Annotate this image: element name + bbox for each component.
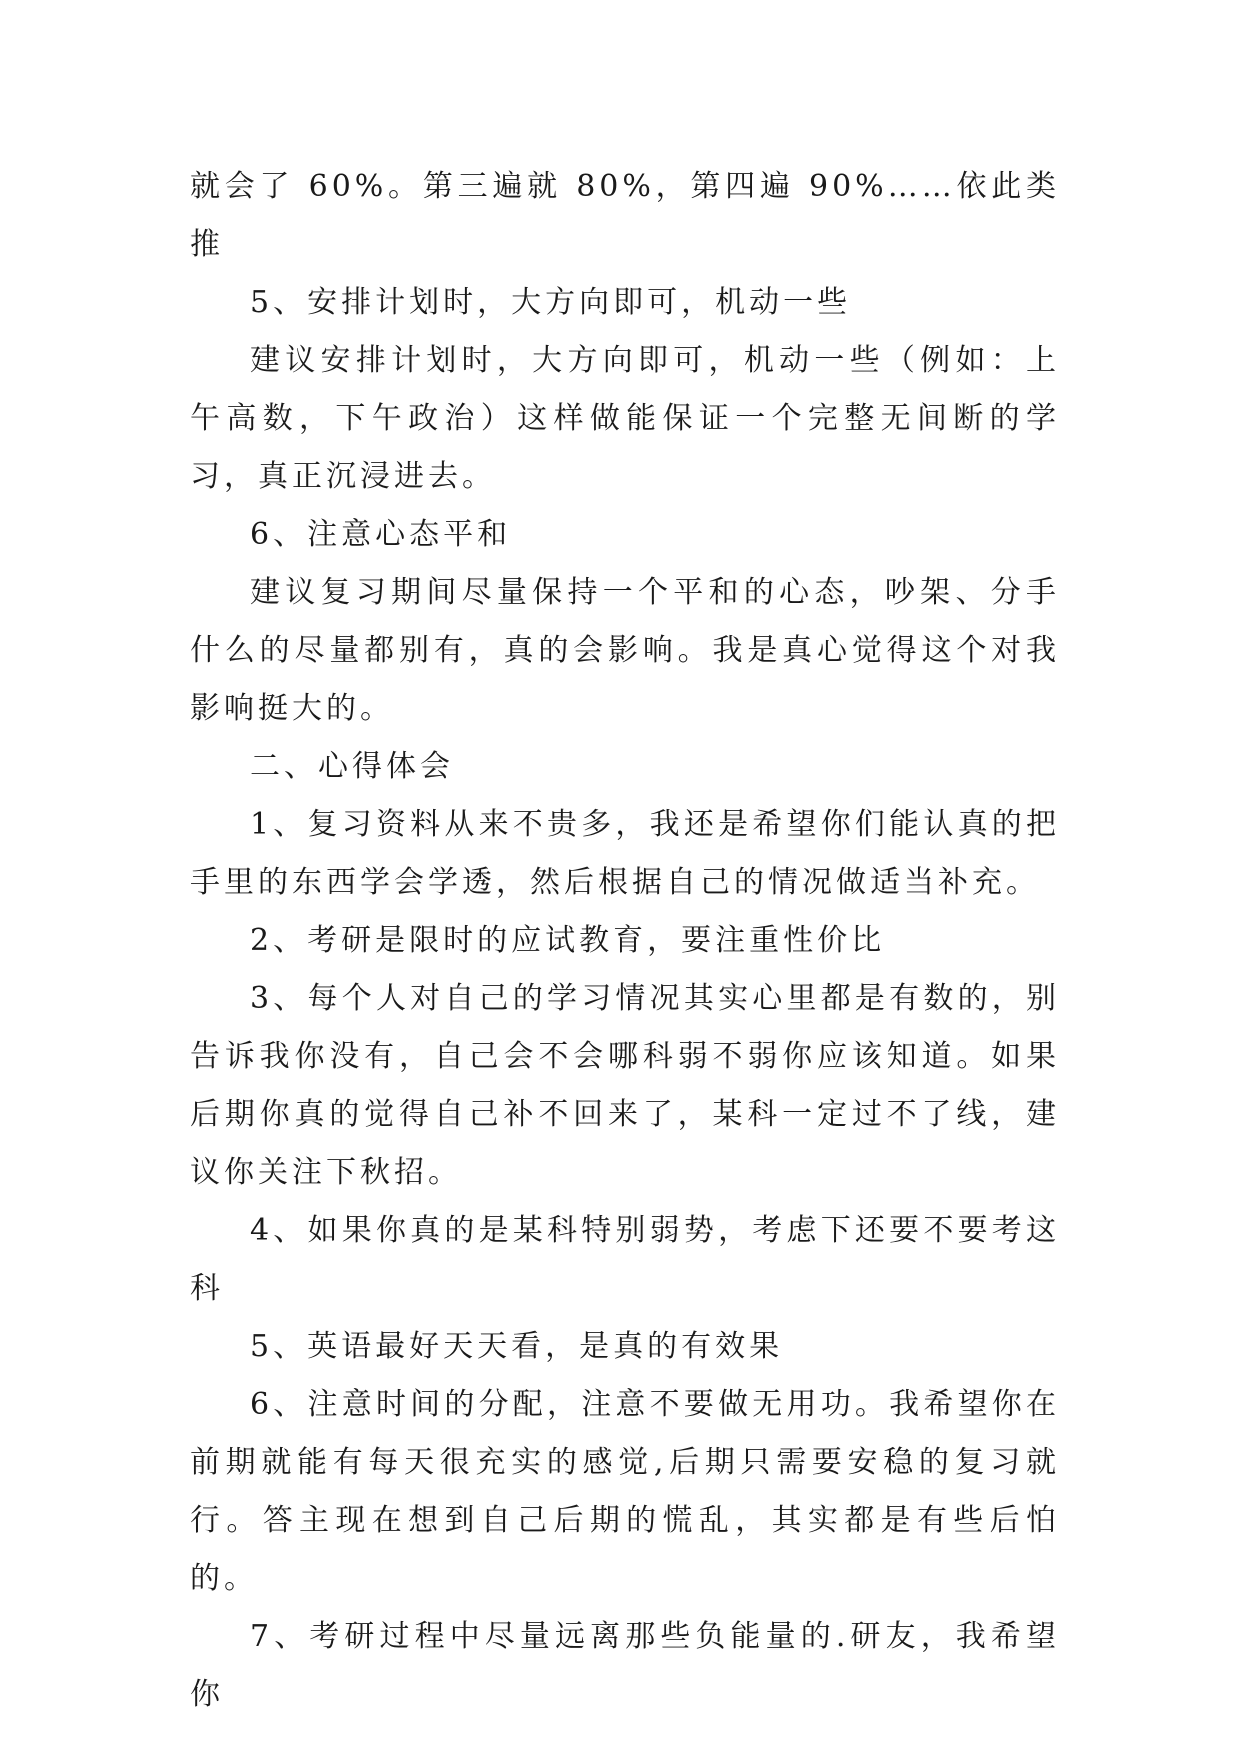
paragraph-tip-5-body: 建议安排计划时，大方向即可，机动一些（例如：上午高数，下午政治）这样做能保证一个完整无间断的学习，真正沉浸进去。 <box>190 343 1060 494</box>
paragraph-experience-1: 1、复习资料从来不贵多，我还是希望你们能认真的把手里的东西学会学透，然后根据自己的情况做适当补充。 <box>190 807 1060 900</box>
paragraph-experience-5: 5、英语最好天天看，是真的有效果 <box>250 1329 784 1364</box>
paragraph-experience-6: 6、注意时间的分配，注意不要做无用功。我希望你在前期就能有每天很充实的感觉,后期只需要安稳的复习就行。答主现在想到自己后期的慌乱，其实都是有些后怕的。 <box>190 1387 1060 1596</box>
paragraph-tip-6-body: 建议复习期间尽量保持一个平和的心态，吵架、分手什么的尽量都别有，真的会影响。我是真心觉得这个对我影响挺大的。 <box>190 575 1060 726</box>
paragraph-experience-2: 2、考研是限时的应试教育，要注重性价比 <box>250 923 886 958</box>
document-body <box>190 158 1060 1724</box>
paragraph-experience-3: 3、每个人对自己的学习情况其实心里都是有数的，别告诉我你没有，自己会不会哪科弱不弱你应该知道。如果后期你真的觉得自己补不回来了，某科一定过不了线，建议你关注下秋招。 <box>190 981 1060 1190</box>
paragraph-continuation: 就会了 60%。第三遍就 80%，第四遍 90%……依此类推 <box>190 169 1060 262</box>
section-heading-experience: 二、心得体会 <box>250 749 454 784</box>
paragraph-experience-7: 7、考研过程中尽量远离那些负能量的.研友，我希望你 <box>190 1619 1060 1712</box>
paragraph-tip-5-heading: 5、安排计划时，大方向即可，机动一些 <box>250 285 852 320</box>
paragraph-tip-6-heading: 6、注意心态平和 <box>250 517 512 552</box>
paragraph-experience-4: 4、如果你真的是某科特别弱势，考虑下还要不要考这科 <box>190 1213 1060 1306</box>
